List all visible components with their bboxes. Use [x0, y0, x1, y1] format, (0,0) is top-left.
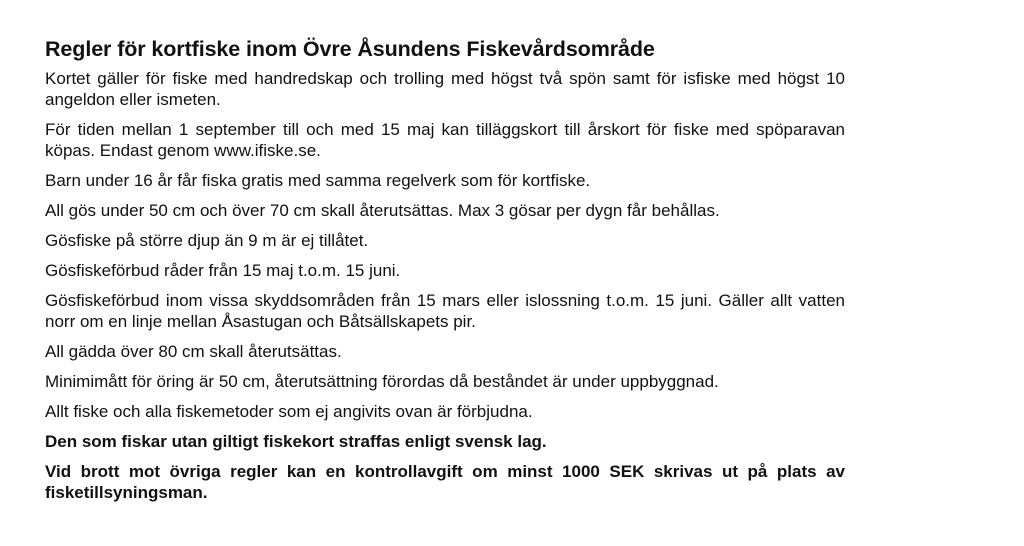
control-fee-notice: Vid brott mot övriga regler kan en kontrollavgift om minst 1000 SEK skrivas ut på plats av fisketillsyningsman.: [45, 462, 845, 502]
rule-paragraph: Gösfiskeförbud råder från 15 maj t.o.m. 15 juni.: [45, 261, 401, 280]
rule-paragraph: All gös under 50 cm och över 70 cm skall återutsättas. Max 3 gösar per dygn får behållas.: [45, 201, 720, 220]
rule-paragraph: Minimimått för öring är 50 cm, återutsättning förordas då beståndet är under uppbyggnad.: [45, 372, 719, 391]
rule-paragraph: All gädda över 80 cm skall återutsättas.: [45, 342, 342, 361]
rule-paragraph: Gösfiske på större djup än 9 m är ej tillåtet.: [45, 231, 369, 250]
rule-paragraph: Barn under 16 år får fiska gratis med samma regelverk som för kortfiske.: [45, 171, 591, 190]
rule-paragraph: För tiden mellan 1 september till och med 15 maj kan tilläggskort till årskort för fiske med spöparavan köpas. Endast genom www.ifiske.se.: [45, 120, 845, 160]
penalty-notice: Den som fiskar utan giltigt fiskekort straffas enligt svensk lag.: [45, 432, 547, 451]
rule-paragraph: Gösfiskeförbud inom vissa skyddsområden från 15 mars eller islossning t.o.m. 15 juni. Gäller allt vatten norr om en linje mellan Åsastugan och Båtsällskapets pir.: [45, 291, 845, 331]
rules-document: [45, 34, 845, 512]
rule-paragraph: Allt fiske och alla fiskemetoder som ej angivits ovan är förbjudna.: [45, 402, 533, 421]
document-title: Regler för kortfiske inom Övre Åsundens Fiskevårdsområde: [45, 37, 655, 61]
rule-paragraph: Kortet gäller för fiske med handredskap och trolling med högst två spön samt för isfiske med högst 10 angeldon eller ismeten.: [45, 69, 845, 109]
